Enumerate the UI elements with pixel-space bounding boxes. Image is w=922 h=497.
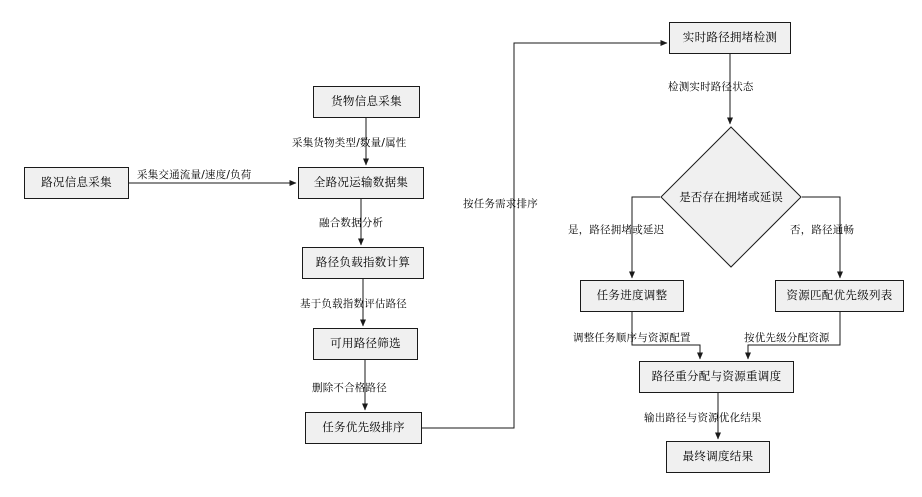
edge-label-traffic-collection: 采集交通流量/速度/负荷 bbox=[137, 169, 252, 181]
node-final-result[interactable] bbox=[666, 441, 770, 473]
node-task-adjust[interactable] bbox=[580, 280, 684, 312]
node-label: 任务优先级排序 bbox=[322, 420, 405, 435]
edge-label-sort-by-task-demand: 按任务需求排序 bbox=[463, 198, 538, 210]
edge-label-priority-resources: 按优先级分配资源 bbox=[744, 332, 830, 344]
node-resource-list[interactable] bbox=[775, 280, 904, 312]
edge-label-yes-congested: 是，路径拥堵或延迟 bbox=[568, 224, 665, 236]
node-label: 实时路径拥堵检测 bbox=[682, 30, 778, 45]
edge-label-evaluate-routes: 基于负载指数评估路径 bbox=[300, 298, 407, 310]
node-label: 路况信息采集 bbox=[41, 175, 112, 190]
node-full-road-data[interactable] bbox=[298, 167, 424, 199]
edge-label-cargo-attributes: 采集货物类型/数量/属性 bbox=[292, 137, 407, 149]
node-label: 最终调度结果 bbox=[682, 449, 754, 464]
node-decision-congestion[interactable] bbox=[660, 126, 802, 268]
node-realtime-detect[interactable] bbox=[669, 22, 791, 54]
node-label: 资源匹配优先级列表 bbox=[786, 288, 893, 303]
node-task-priority[interactable] bbox=[305, 412, 422, 444]
node-label: 路径负载指数计算 bbox=[315, 255, 411, 270]
node-reassign[interactable] bbox=[639, 361, 794, 393]
node-label: 路径重分配与资源重调度 bbox=[651, 369, 782, 384]
edge-label-adjust-order: 调整任务顺序与资源配置 bbox=[573, 332, 691, 344]
edge-label-fusion-analysis: 融合数据分析 bbox=[319, 217, 384, 229]
edge-label-output-optimization: 输出路径与资源优化结果 bbox=[644, 412, 762, 424]
node-route-filter[interactable] bbox=[313, 328, 418, 360]
node-label: 全路况运输数据集 bbox=[313, 175, 409, 190]
edge-label-detect-state: 检测实时路径状态 bbox=[668, 81, 754, 93]
edge-label-delete-invalid: 删除不合格路径 bbox=[312, 382, 387, 394]
node-label: 货物信息采集 bbox=[331, 94, 402, 109]
edge-label-no-clear: 否，路径通畅 bbox=[790, 224, 855, 236]
node-load-index[interactable] bbox=[302, 247, 424, 279]
node-label: 可用路径筛选 bbox=[330, 336, 401, 351]
node-road-info[interactable] bbox=[24, 167, 129, 199]
node-label: 任务进度调整 bbox=[596, 288, 668, 303]
node-cargo-info[interactable] bbox=[313, 86, 420, 118]
node-label: 是否存在拥堵或延误 bbox=[679, 190, 783, 204]
